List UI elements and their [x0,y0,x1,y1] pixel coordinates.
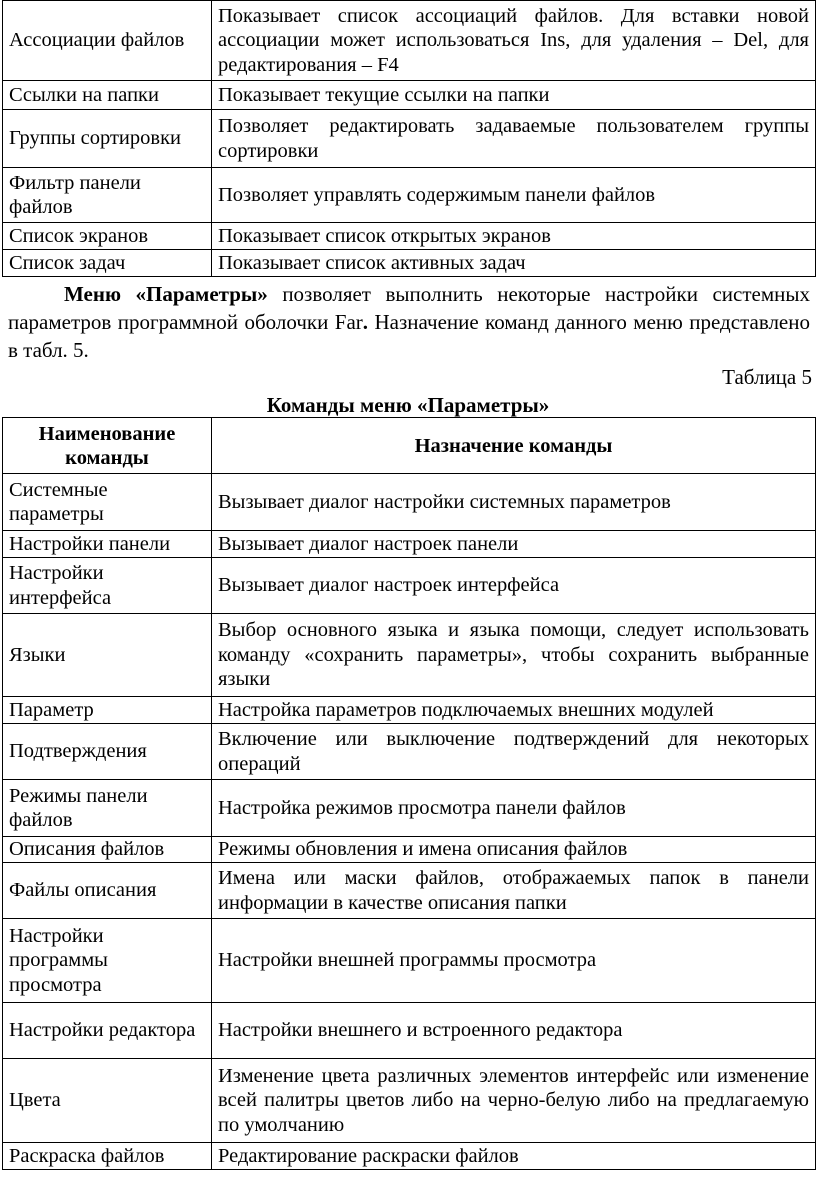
table-row [3,1143,816,1170]
table-row [3,1,816,81]
parameters-commands-table [2,417,816,1170]
command-description: Позволяет редактировать задаваемые пользователем группы сортировки [212,110,816,168]
command-description: Редактирование раскраски файлов [212,1143,816,1170]
table-row [3,724,816,780]
table-number-label: Таблица 5 [722,365,812,389]
table-row [3,780,816,837]
command-name: Файлы описания [3,863,212,919]
command-description: Вызывает диалог настроек интерфейса [212,558,816,614]
command-description: Показывает текущие ссылки на папки [212,81,816,110]
file-commands-table [2,0,816,277]
table-caption: Команды меню «Параметры» [266,393,550,417]
command-description: Имена или маски файлов, отображаемых папок в панели информации в качестве описания папки [212,863,816,919]
command-name: Раскраска файлов [3,1143,212,1170]
table-row [3,1059,816,1143]
table-row [3,919,816,1003]
header-command-purpose: Назначение команды [212,418,816,474]
table-row [3,863,816,919]
command-name: Ассоциации файлов [3,1,212,81]
command-name: Настройки панели [3,531,212,558]
command-name: Список задач [3,250,212,277]
bold-period: . [362,310,369,334]
command-description: Позволяет управлять содержимым панели файлов [212,168,816,223]
command-name: Подтверждения [3,724,212,780]
command-description: Режимы обновления и имена описания файлов [212,837,816,863]
command-name: Параметр [3,697,212,724]
command-description: Вызывает диалог настройки системных параметров [212,474,816,531]
command-name: Настройки программы просмотра [3,919,212,1003]
command-description: Выбор основного языка и языка помощи, следует использовать команду «сохранить параметры», чтобы сохранить выбранные языки [212,614,816,697]
table-header-row [3,418,816,474]
table-row [3,110,816,168]
command-name: Настройки интерфейса [3,558,212,614]
command-description: Включение или выключение подтверждений для некоторых операций [212,724,816,780]
body-paragraph [8,280,810,364]
command-name: Настройки редактора [3,1003,212,1059]
command-description: Настройки внешнего и встроенного редактора [212,1003,816,1059]
table-row [3,558,816,614]
table-row [3,837,816,863]
table-row [3,81,816,110]
command-description: Настройки внешней программы просмотра [212,919,816,1003]
command-description: Вызывает диалог настроек панели [212,531,816,558]
table-row [3,1003,816,1059]
command-description: Показывает список ассоциаций файлов. Для вставки новой ассоциации может использоваться Ins, для удаления – Del, для редактирования – F4 [212,1,816,81]
table-row [3,250,816,277]
command-name: Языки [3,614,212,697]
command-name: Группы сортировки [3,110,212,168]
table-row [3,223,816,250]
command-description: Показывает список открытых экранов [212,223,816,250]
command-name: Список экранов [3,223,212,250]
table-row [3,614,816,697]
command-description: Показывает список активных задач [212,250,816,277]
table-row [3,531,816,558]
table-row [3,474,816,531]
command-name: Системные параметры [3,474,212,531]
command-description: Изменение цвета различных элементов интерфейс или изменение всей палитры цветов либо на черно-белую либо на предлагаемую по умолчанию [212,1059,816,1143]
header-command-name: Наименование команды [3,418,212,474]
command-name: Фильтр панели файлов [3,168,212,223]
table-row [3,697,816,724]
command-name: Режимы панели файлов [3,780,212,837]
table-row [3,168,816,223]
command-name: Цвета [3,1059,212,1143]
command-name: Ссылки на папки [3,81,212,110]
paragraph-text: Назначение команд данного меню представлено в табл. 5. [8,310,810,362]
command-description: Настройка режимов просмотра панели файлов [212,780,816,837]
command-name: Описания файлов [3,837,212,863]
paragraph-text: позволяет выполнить некоторые настройки системных параметров программной оболочки Far [8,282,810,334]
menu-name-bold: Меню «Параметры» [64,282,268,306]
command-description: Настройка параметров подключаемых внешних модулей [212,697,816,724]
